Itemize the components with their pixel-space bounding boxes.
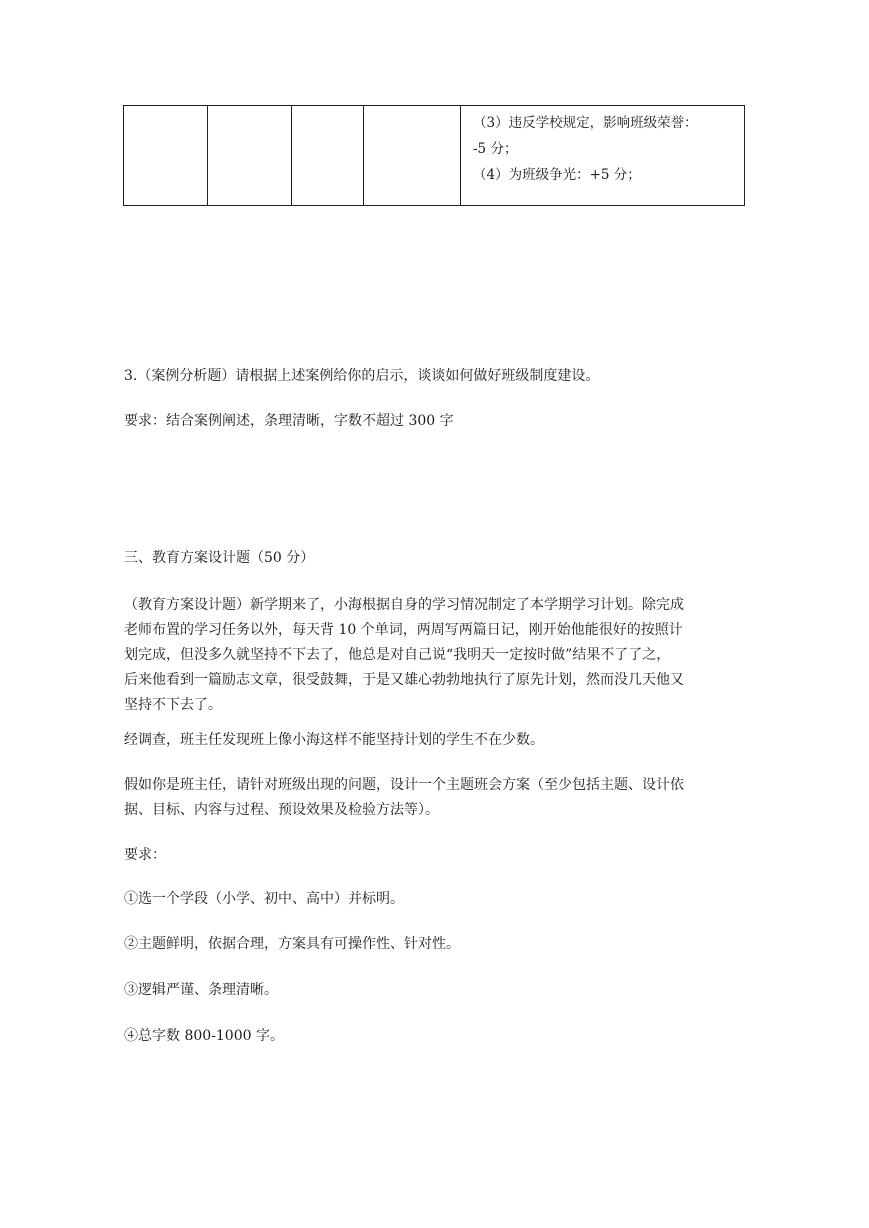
section-heading: 三、教育方案设计题（50 分）	[124, 550, 315, 566]
paragraph-line: 坚持不下去了。	[124, 697, 222, 713]
table-row	[124, 106, 745, 206]
task-paragraph	[124, 773, 746, 823]
table-cell-empty-1	[124, 106, 208, 206]
requirement-item: ①选一个学段（小学、初中、高中）并标明。	[124, 891, 404, 907]
question-3: 3.（案例分析题）请根据上述案例给你的启示，谈谈如何做好班级制度建设。	[124, 368, 600, 384]
requirement-item: ④总字数 800-1000 字。	[124, 1028, 284, 1044]
scoring-table	[123, 105, 745, 206]
requirement-item: ③逻辑严谨、条理清晰。	[124, 982, 278, 998]
table-cell-empty-4	[364, 106, 461, 206]
paragraph-line: 划完成，但没多久就坚持不下去了，他总是对自己说“我明天一定按时做”结果不了了之，	[124, 647, 671, 663]
case-paragraph	[124, 593, 746, 718]
paragraph-line: 老师布置的学习任务以外，每天背 10 个单词，两周写两篇日记，刚开始他能很好的按照计	[124, 622, 683, 638]
table-cell-rules	[461, 106, 745, 206]
paragraph-line: 据、目标、内容与过程、预设效果及检验方法等）。	[124, 802, 439, 818]
requirements-heading: 要求：	[124, 847, 166, 863]
requirement-item: ②主题鲜明，依据合理，方案具有可操作性、针对性。	[124, 936, 460, 952]
paragraph-line: （教育方案设计题）新学期来了，小海根据自身的学习情况制定了本学期学习计划。除完成	[124, 597, 684, 613]
paragraph-line: 假如你是班主任，请针对班级出现的问题，设计一个主题班会方案（至少包括主题、设计依	[124, 777, 684, 793]
table-cell-empty-2	[208, 106, 292, 206]
rule-line: -5 分；	[473, 141, 518, 157]
rule-line: （3）违反学校规定，影响班级荣誉：	[473, 115, 698, 131]
question-3-requirement: 要求：结合案例阐述，条理清晰，字数不超过 300 字	[124, 413, 454, 429]
rule-line: （4）为班级争光：+5 分；	[473, 167, 641, 183]
survey-paragraph: 经调查，班主任发现班上像小海这样不能坚持计划的学生不在少数。	[124, 732, 544, 748]
table-cell-empty-3	[292, 106, 364, 206]
paragraph-line: 后来他看到一篇励志文章，很受鼓舞，于是又雄心勃勃地执行了原先计划，然而没几天他又	[124, 672, 684, 688]
